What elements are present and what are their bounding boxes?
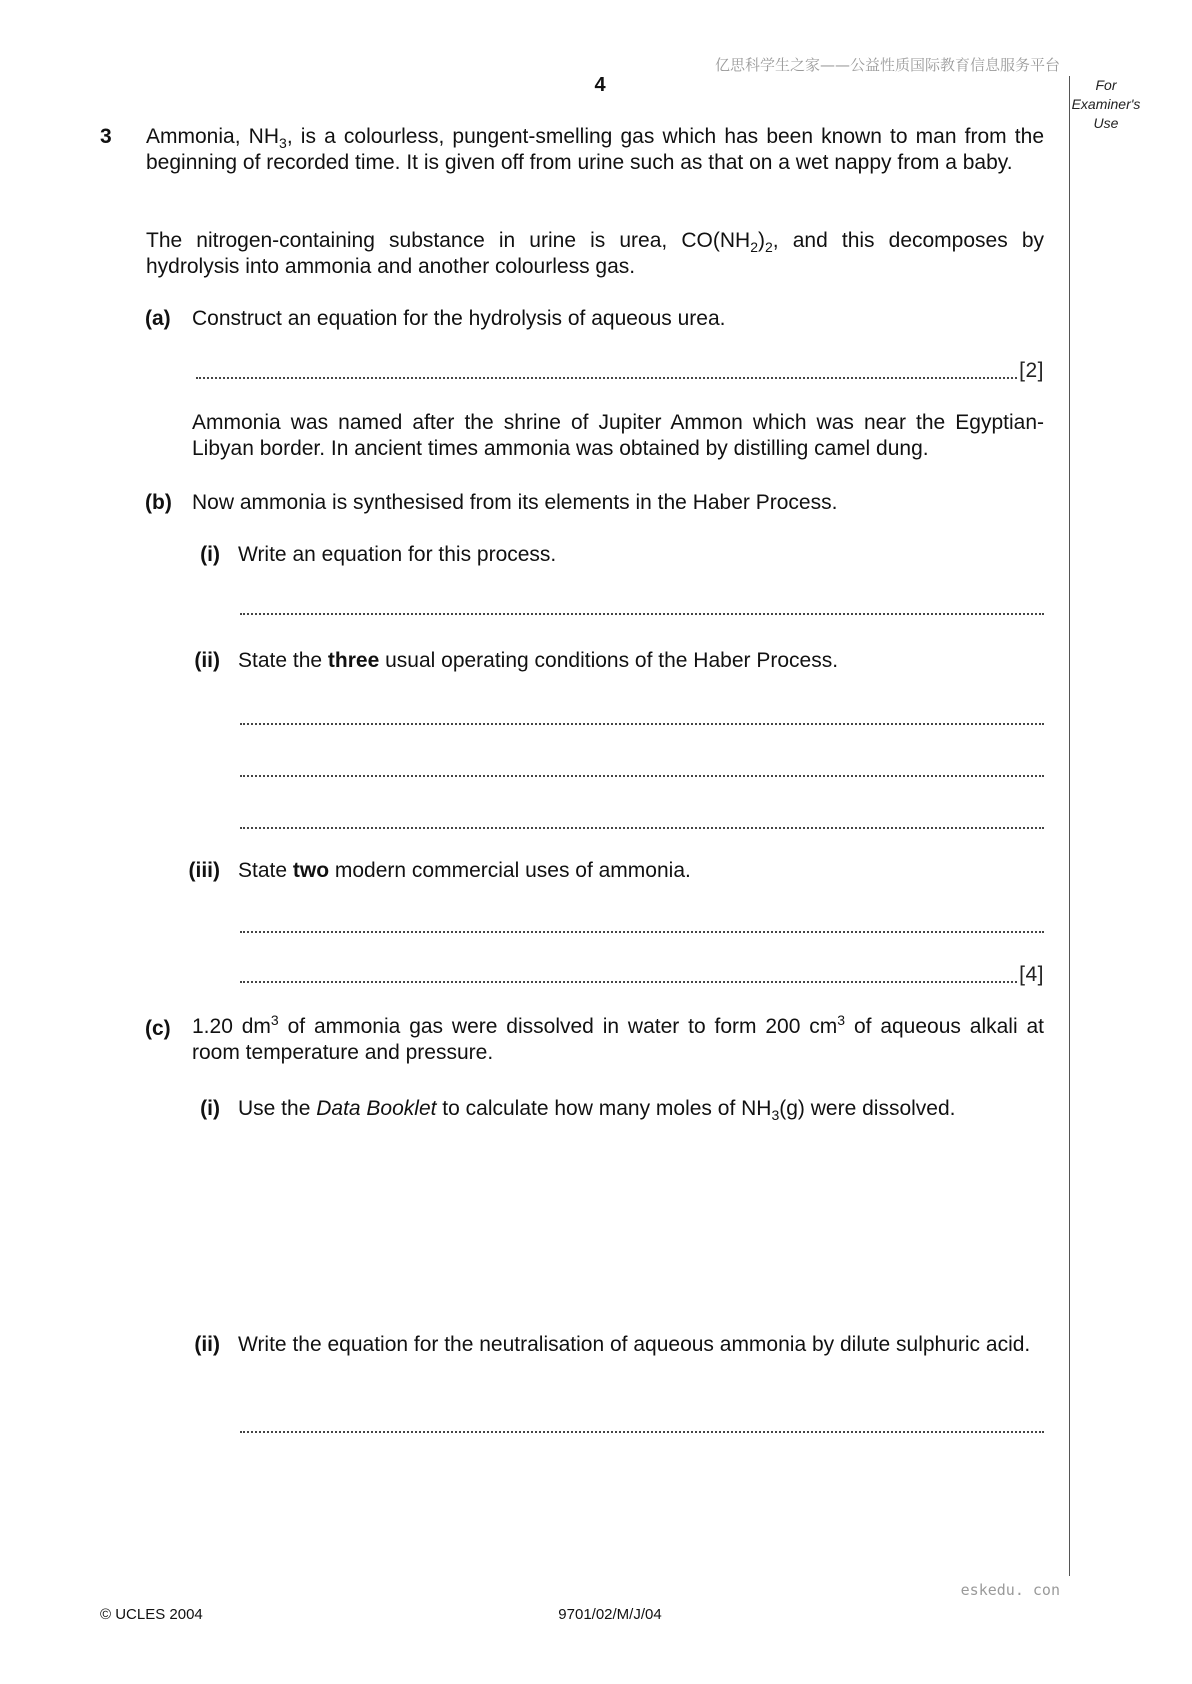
intro-p1-text-a: Ammonia, NH	[146, 125, 280, 148]
part-c-question	[192, 1014, 1044, 1066]
copyright-text: © UCLES 2004	[100, 1606, 203, 1623]
intro-p2-text-a: The nitrogen-containing substance in urine is urea, CO(NH	[146, 229, 751, 252]
dotted-line	[196, 377, 1044, 379]
part-c-i-sub: 3	[771, 1107, 780, 1124]
part-a-question: Construct an equation for the hydrolysis of aqueous urea.	[192, 307, 726, 330]
part-c-i-mid: to calculate how many moles of NH	[436, 1097, 772, 1120]
intro-p2-sub-2: 2	[764, 239, 773, 256]
examiner-use-line-3: Use	[1093, 115, 1119, 131]
dotted-line	[240, 775, 1044, 777]
part-c-ii-label: (ii)	[194, 1333, 220, 1356]
answer-line-b-ii-3[interactable]	[240, 808, 1044, 834]
part-b-i-question: Write an equation for this process.	[238, 543, 557, 566]
part-b-iii-bold: two	[292, 859, 330, 882]
part-b-question: Now ammonia is synthesised from its elements in the Haber Process.	[192, 491, 838, 514]
answer-line-b-iii-2[interactable]	[240, 962, 1044, 988]
dotted-line	[240, 981, 1044, 983]
answer-line-b-i[interactable]	[240, 594, 1044, 620]
part-b-iii-pre: State	[238, 859, 293, 882]
marks-b: [4]	[1019, 963, 1044, 986]
paper-code: 9701/02/M/J/04	[558, 1606, 662, 1623]
dotted-line	[240, 827, 1044, 829]
part-c-i-question	[238, 1096, 1044, 1122]
part-b-i-label: (i)	[200, 543, 220, 566]
part-b-iii-post: modern commercial uses of ammonia.	[329, 859, 691, 882]
answer-line-a[interactable]	[196, 358, 1044, 384]
answer-line-b-ii-2[interactable]	[240, 756, 1044, 782]
part-c-i-post: (g) were dissolved.	[779, 1097, 956, 1120]
part-b-ii-pre: State the	[238, 649, 328, 672]
site-watermark: eskedu. con	[960, 1581, 1060, 1599]
part-b-label: (b)	[145, 491, 172, 514]
intro-p1-sub: 3	[279, 135, 287, 152]
examiner-use-line-1: For	[1095, 77, 1117, 93]
answer-line-b-iii-1[interactable]	[240, 912, 1044, 938]
page-number: 4	[594, 74, 606, 96]
part-c-i-label: (i)	[200, 1097, 220, 1120]
part-c-i-pre: Use the	[238, 1097, 317, 1120]
part-b-ii-post: usual operating conditions of the Haber Process.	[379, 649, 839, 672]
intro-p2-text-b: )	[757, 229, 765, 252]
part-c-i-italic: Data Booklet	[316, 1097, 437, 1120]
intro-paragraph-2	[146, 228, 1044, 280]
dotted-line	[240, 613, 1044, 615]
part-c-sup-2: 3	[837, 1012, 846, 1028]
intro-paragraph-1	[146, 124, 1044, 176]
dotted-line	[240, 723, 1044, 725]
part-c-text-b: of ammonia gas were dissolved in water to form 200 cm	[278, 1015, 838, 1038]
working-space-c-i[interactable]	[238, 1140, 1044, 1320]
part-c-label: (c)	[145, 1017, 171, 1040]
part-a-info-paragraph: Ammonia was named after the shrine of Jupiter Ammon which was near the Egyptian-Libyan border. In ancient times ammonia was obtained by distilling camel dung.	[192, 411, 1044, 460]
examiner-margin-divider	[1069, 76, 1070, 1576]
part-c-sup-1: 3	[270, 1012, 279, 1028]
part-b-iii-label: (iii)	[188, 859, 220, 882]
examiner-use-line-2: Examiner's	[1071, 96, 1141, 112]
part-b-ii-bold: three	[327, 649, 380, 672]
answer-line-b-ii-1[interactable]	[240, 704, 1044, 730]
dotted-line	[240, 931, 1044, 933]
intro-p2-sub-1: 2	[750, 239, 758, 256]
part-c-text-a: 1.20 dm	[192, 1015, 271, 1038]
answer-line-c-ii[interactable]	[240, 1412, 1044, 1438]
part-b-ii-label: (ii)	[194, 649, 220, 672]
part-b-iii-question	[238, 858, 1044, 884]
intro-p2-text-c: , and this decomposes by hydrolysis into ammonia and another colourless gas.	[146, 229, 1045, 278]
watermark-text: 亿思科学生之家——公益性质国际教育信息服务平台	[714, 56, 1060, 74]
question-number: 3	[100, 125, 112, 148]
intro-p1-text-b: , is a colourless, pungent-smelling gas which has been known to man from the beginning of recorded time. It is given off from urine such as that on a wet nappy from a baby.	[146, 125, 1045, 174]
dotted-line	[240, 1431, 1044, 1433]
part-c-text-c: of aqueous alkali at room temperature and pressure.	[192, 1015, 1044, 1064]
part-b-ii-question	[238, 648, 1044, 674]
part-c-ii-question: Write the equation for the neutralisation of aqueous ammonia by dilute sulphuric acid.	[238, 1333, 1031, 1356]
part-a-label: (a)	[145, 307, 171, 330]
marks-a: [2]	[1019, 359, 1044, 382]
examiner-use-label	[1068, 76, 1144, 133]
